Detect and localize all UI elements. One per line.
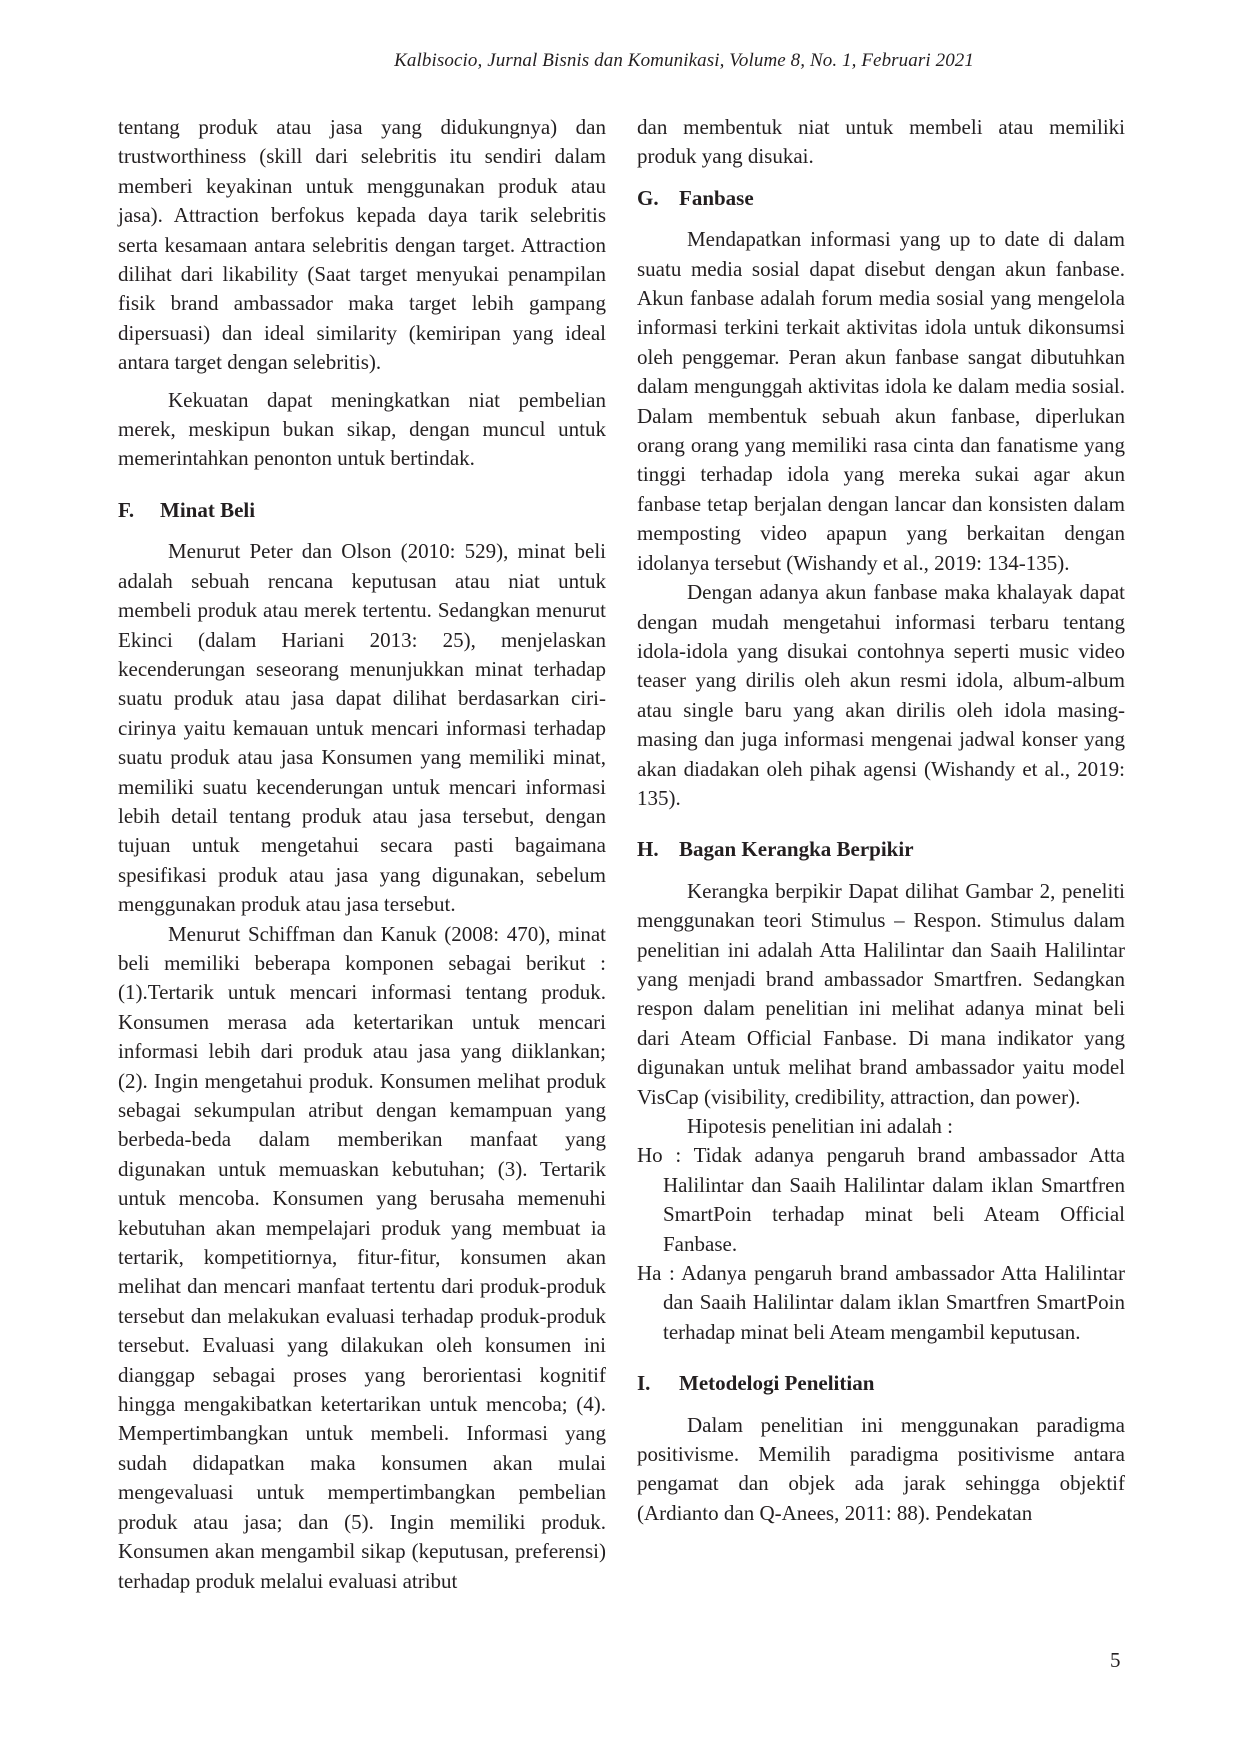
section-title: Fanbase	[679, 185, 754, 210]
paragraph: Mendapatkan informasi yang up to date di dalam suatu media sosial dapat disebut dengan akun fanbase. Akun fanbase adalah forum media sosial yang mengelola informasi terkini terkait aktivitas idola untuk dikonsumsi oleh penggemar. Peran akun fanbase sangat dibutuhkan dalam mengunggah aktivitas idola ke dalam media sosial. Dalam membentuk sebuah akun fanbase, diperlukan orang orang yang memiliki rasa cinta dan fanatisme yang tinggi terhadap idola yang mereka sukai agar akun fanbase tetap berjalan dengan lancar dan konsisten dalam memposting video apapun yang berkaitan dengan idolanya tersebut (Wishandy et al., 2019: 134-135).	[637, 227, 1125, 575]
section-number: F.	[118, 497, 135, 522]
paragraph: Menurut Peter dan Olson (2010: 529), minat beli adalah sebuah rencana keputusan atau niat untuk membeli produk atau merek tertentu. Sedangkan menurut Ekinci (dalam Hariani 2013: 25), menjelaskan kecenderungan seseorang menunjukkan minat terhadap suatu produk atau jasa dapat dilihat berdasarkan ciri-cirinya yaitu kemauan untuk mencari informasi terhadap suatu produk atau jasa Konsumen yang memiliki minat, memiliki suatu kecenderungan untuk mencari informasi lebih detail tentang produk atau jasa tersebut, dengan tujuan untuk mengetahui secara pasti bagaimana spesifikasi produk atau jasa yang digunakan, sebelum menggunakan produk atau jasa tersebut.	[118, 539, 606, 917]
hypotheses-list	[637, 1141, 1125, 1347]
section-heading-h	[637, 835, 1125, 864]
paragraph: Dengan adanya akun fanbase maka khalayak dapat dengan mudah mengetahui informasi terbaru tentang idola-idola yang disukai contohnya seperti music video teaser yang dirilis oleh akun resmi idola, album-album atau single baru yang akan dirilis oleh idola masing-masing dan juga informasi mengenai jadwal konser yang akan diadakan oleh pihak agensi (Wishandy et al., 2019: 135).	[637, 580, 1125, 810]
section-heading-g	[637, 184, 1125, 213]
section-heading-f	[118, 496, 606, 525]
section-number: H.	[637, 837, 659, 862]
paragraph: Kekuatan dapat meningkatkan niat pembelian merek, meskipun bukan sikap, dengan muncul untuk memerintahkan penonton untuk bertindak.	[118, 387, 606, 471]
section-number: G.	[637, 185, 659, 210]
hypothesis-ha: Ha : Adanya pengaruh brand ambassador Atta Halilintar dan Saaih Halilintar dalam iklan Smartfren SmartPoin terhadap minat beli Ateam mengambil keputusan.	[637, 1261, 1125, 1344]
running-header: Kalbisocio, Jurnal Bisnis dan Komunikasi, Volume 8, No. 1, Februari 2021	[394, 50, 974, 71]
left-column	[118, 113, 606, 1596]
hypothesis-ho: Ho : Tidak adanya pengaruh brand ambassador Atta Halilintar dan Saaih Halilintar dalam iklan Smartfren SmartPoin terhadap minat beli Ateam Official Fanbase.	[637, 1143, 1125, 1256]
paragraph: Dalam penelitian ini menggunakan paradigma positivisme. Memilih paradigma positivisme antara pengamat dan objek ada jarak sehingga objektif (Ardianto dan Q-Anees, 2011: 88). Pendekatan	[637, 1412, 1125, 1525]
section-number: I.	[637, 1371, 651, 1396]
paragraph: Kerangka berpikir Dapat dilihat Gambar 2, peneliti menggunakan teori Stimulus – Respon. Stimulus dalam penelitian ini adalah Atta Halilintar dan Saaih Halilintar yang menjadi brand ambassador Smartfren. Sedangkan respon dalam penelitian ini melihat adanya minat beli dari Ateam Official Fanbase. Di mana indikator yang digunakan untuk melihat brand ambassador yaitu model VisCap (visibility, credibility, attraction, dan power).	[637, 878, 1125, 1109]
paragraph: Menurut Schiffman dan Kanuk (2008: 470), minat beli memiliki beberapa komponen sebagai berikut : (1).Tertarik untuk mencari informasi tentang produk. Konsumen merasa ada ketertarikan untuk mencari informasi lebih dari produk atau jasa yang diiklankan; (2). Ingin mengetahui produk. Konsumen melihat produk sebagai sekumpulan atribut dengan kemampuan yang berbeda-beda dalam memberikan manfaat yang digunakan untuk memuaskan kebutuhan; (3). Tertarik untuk mencoba. Konsumen yang berusaha memenuhi kebutuhan akan mempelajari produk yang membuat ia tertarik, kompetitiornya, fitur-fitur, konsumen akan melihat dan mencari manfaat tertentu dari produk-produk tersebut dan melakukan evaluasi terhadap produk-produk tersebut. Evaluasi yang dilakukan oleh konsumen ini dianggap sebagai proses yang berorientasi kognitif hingga mengakibatkan ketertarikan untuk mencoba; (4). Mempertimbangkan untuk membeli. Informasi yang sudah didapatkan maka konsumen akan mulai mengevaluasi untuk mempertimbangkan pembelian produk atau jasa; dan (5). Ingin memiliki produk. Konsumen akan mengambil sikap (keputusan, preferensi) terhadap produk melalui evaluasi atribut	[118, 921, 606, 1593]
section-heading-i	[637, 1369, 1125, 1398]
paragraph: tentang produk atau jasa yang didukungnya) dan trustworthiness (skill dari selebritis itu sendiri dalam memberi keyakinan untuk menggunakan produk atau jasa). Attraction berfokus kepada daya tarik selebritis serta kesamaan antara selebritis dengan target. Attraction dilihat dari likability (Saat target menyukai penampilan fisik brand ambassador maka target lebih gampang dipersuasi) dan ideal similarity (kemiripan yang ideal antara target dengan selebritis).	[118, 115, 606, 375]
right-column	[637, 113, 1125, 1528]
section-title: Bagan Kerangka Berpikir	[679, 837, 914, 862]
section-title: Metodelogi Penelitian	[679, 1371, 875, 1396]
section-title: Minat Beli	[160, 497, 256, 522]
page-number: 5	[1110, 1648, 1121, 1672]
paragraph: Hipotesis penelitian ini adalah :	[687, 1114, 953, 1138]
paragraph: dan membentuk niat untuk membeli atau memiliki produk yang disukai.	[637, 115, 1125, 169]
